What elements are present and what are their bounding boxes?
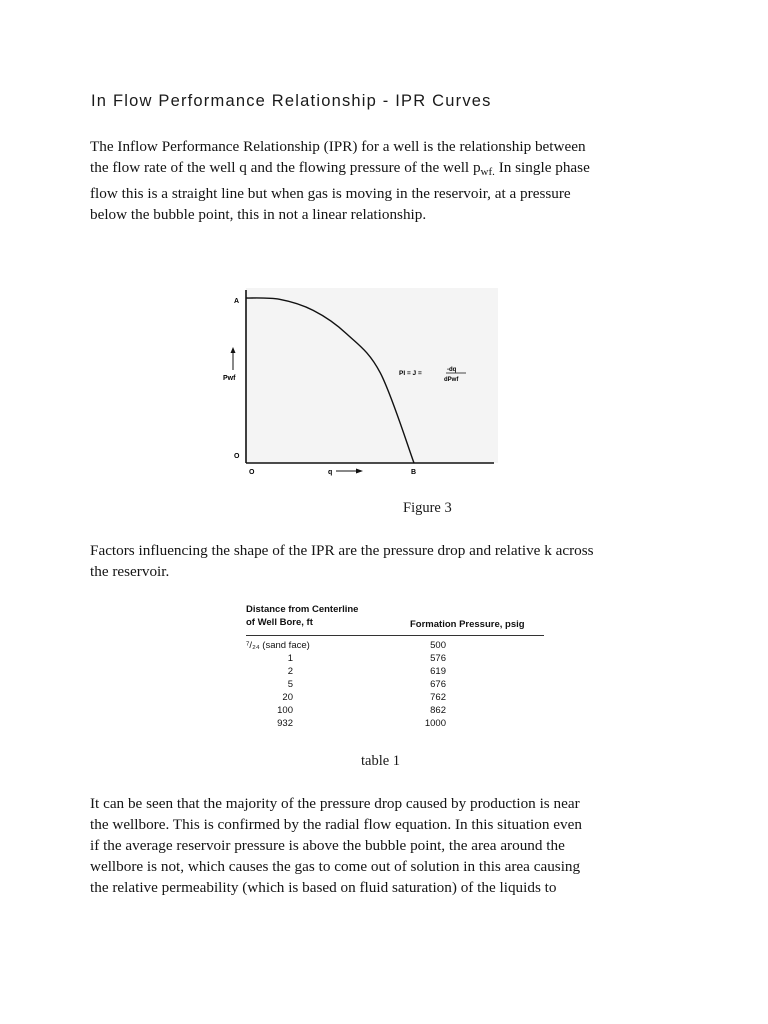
page-title: In Flow Performance Relationship - IPR Curves [91, 92, 492, 110]
intro-paragraph [90, 136, 690, 225]
text-line: wellbore is not, which causes the gas to come out of solution in this area causing [90, 858, 581, 875]
pressure-table [238, 600, 548, 735]
label-a: A [234, 298, 240, 305]
label-q: q [328, 469, 333, 476]
text-line: The Inflow Performance Relationship (IPR) for a well is the relationship between [90, 138, 586, 155]
distance-cell: 2 [287, 666, 293, 677]
ipr-figure [218, 280, 500, 480]
distance-cell: ⁷/₂₄ (sand face) [246, 640, 310, 651]
right-arrow-icon [356, 469, 363, 474]
table-row [238, 653, 548, 666]
pressure-cell: 619 [430, 666, 446, 677]
text-line: if the average reservoir pressure is above the bubble point, the area around the [90, 837, 565, 854]
label-b: B [411, 469, 417, 476]
table-header-rule [246, 635, 544, 636]
pressure-cell: 576 [430, 653, 446, 664]
table-row [238, 705, 548, 718]
table-row [238, 718, 548, 731]
text-line: the reservoir. [90, 563, 170, 580]
table-row [238, 692, 548, 705]
label-origin-y: O [234, 453, 240, 460]
label-pwf: Pwf [223, 375, 236, 382]
text-fragment: In single phase [494, 159, 590, 176]
text-line: the wellbore. This is confirmed by the radial flow equation. In this situation even [90, 816, 582, 833]
factors-paragraph [90, 540, 690, 582]
header-line: of Well Bore, ft [246, 617, 313, 628]
table-header-distance [246, 603, 358, 629]
distance-cell: 5 [287, 679, 293, 690]
table-row [238, 640, 548, 653]
pressure-cell: 676 [430, 679, 446, 690]
distance-cell: 1 [287, 653, 293, 664]
figure-background [246, 288, 498, 463]
up-arrow-icon [231, 347, 236, 353]
header-line: Distance from Centerline [246, 604, 359, 615]
table-row [238, 666, 548, 679]
text-line: the relative permeability (which is based on fluid saturation) of the liquids to [90, 879, 557, 896]
text-line: It can be seen that the majority of the pressure drop caused by production is near [90, 795, 580, 812]
table-header-pressure: Formation Pressure, psig [410, 619, 525, 630]
table-caption: table 1 [361, 753, 401, 769]
text-fragment: the flow rate of the well q and the flowing pressure of the well p [90, 159, 481, 176]
formula-numerator: -dq [447, 367, 457, 373]
text-line: below the bubble point, this in not a linear relationship. [90, 206, 427, 223]
pressure-cell: 500 [430, 640, 446, 651]
distance-cell: 932 [277, 718, 293, 729]
text-line [90, 157, 690, 183]
pressure-cell: 762 [430, 692, 446, 703]
table-row [238, 679, 548, 692]
label-origin-x: O [249, 469, 255, 476]
pressure-cell: 862 [430, 705, 446, 716]
figure-caption: Figure 3 [403, 500, 452, 516]
pressure-cell: 1000 [424, 718, 446, 729]
text-line: Factors influencing the shape of the IPR are the pressure drop and relative k across [90, 542, 594, 559]
subscript-wf: wf. [480, 166, 495, 178]
distance-cell: 20 [282, 692, 293, 703]
text-line: flow this is a straight line but when gas is moving in the reservoir, at a pressure [90, 185, 571, 202]
formula-lhs: PI = J = [399, 370, 422, 377]
distance-cell: 100 [277, 705, 293, 716]
formula-denominator: dPwf [444, 377, 459, 383]
analysis-paragraph [90, 793, 690, 898]
